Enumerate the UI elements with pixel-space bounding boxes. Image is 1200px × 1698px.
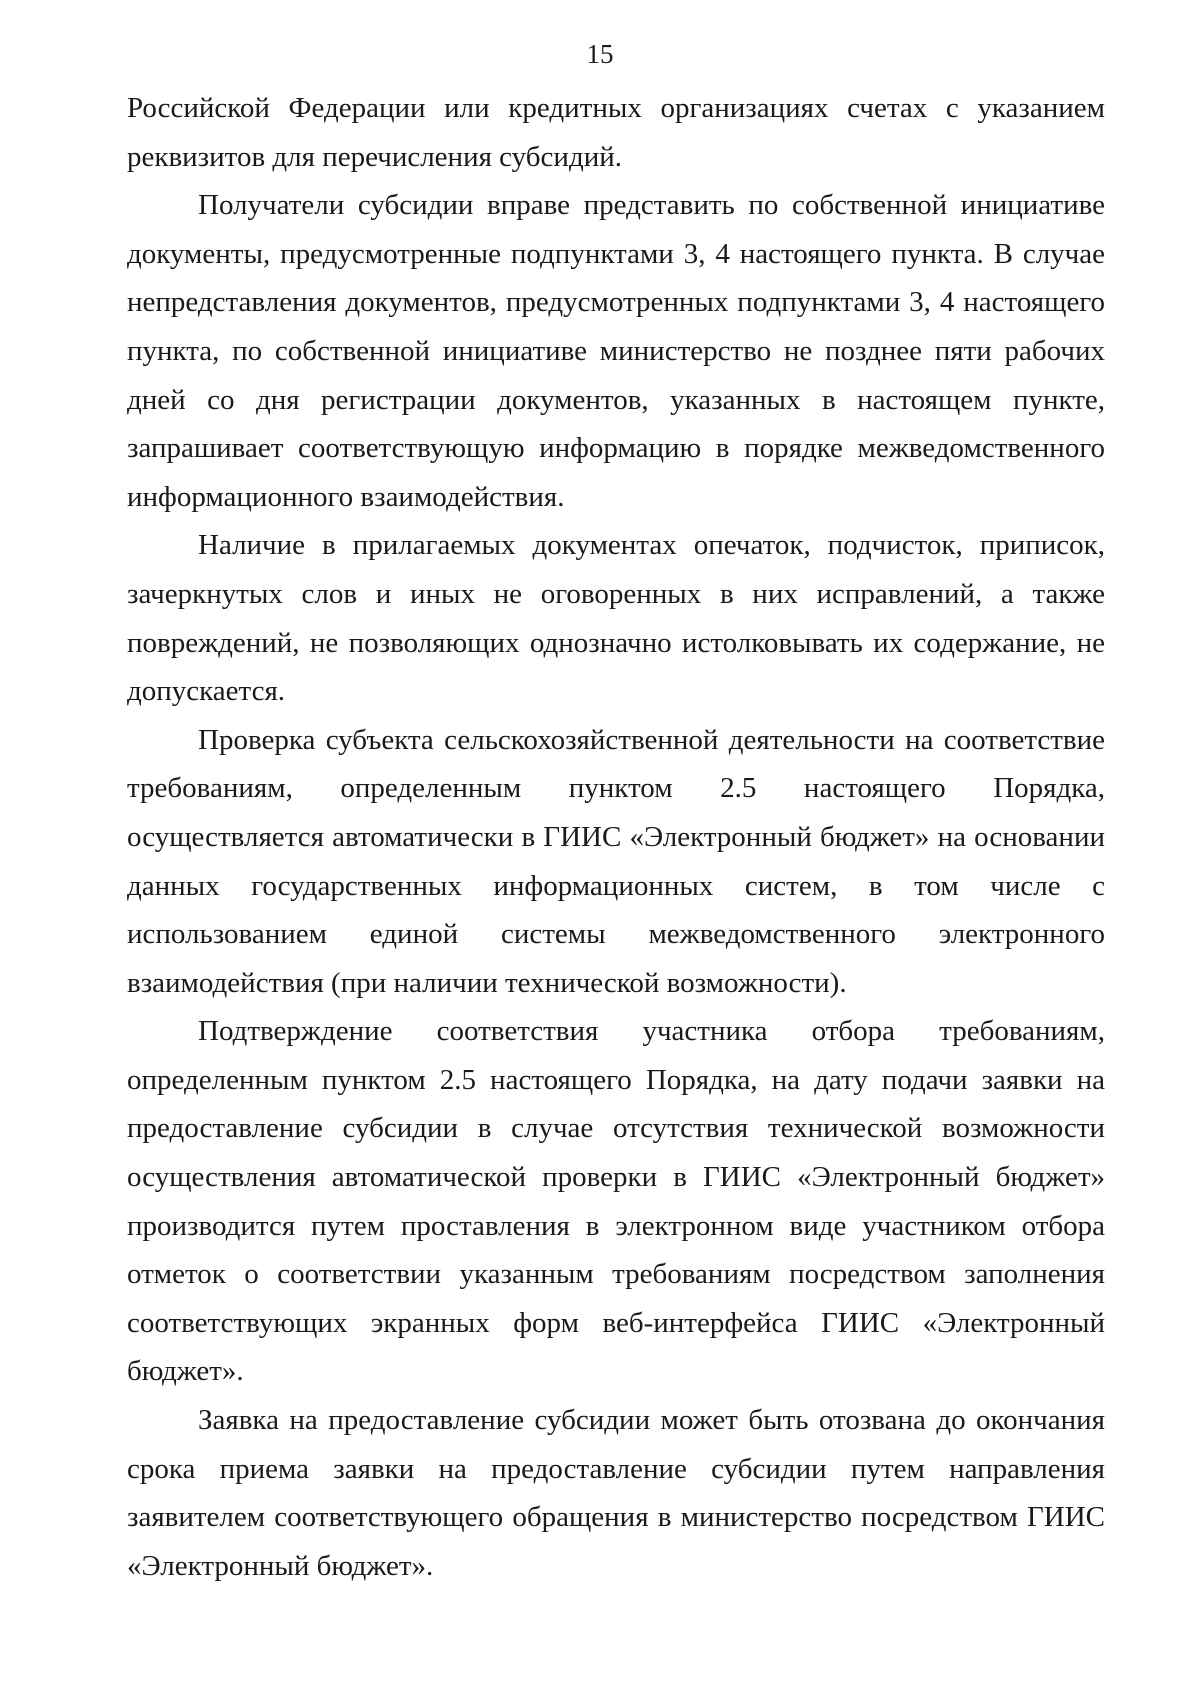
paragraph-application-withdrawal: Заявка на предоставление субсидии может быть отозвана до окончания срока приема заявки на предоставление субсидии путем направления заявителем соответствующего обращения в министерство посредством ГИИС «Электронный бюджет».	[127, 1404, 1105, 1582]
paragraph-compliance-confirmation: Подтверждение соответствия участника отбора требованиям, определенным пунктом 2.5 настоящего Порядка, на дату подачи заявки на предоставление субсидии в случае отсутствия технической возможности осуществления автоматической проверки в ГИИС «Электронный бюджет» производится путем проставления в электронном виде участником отбора отметок о соответствии указанным требованиям посредством заполнения соответствующих экранных форм веб-интерфейса ГИИС «Электронный бюджет».	[127, 1015, 1105, 1388]
paragraph-corrections-not-allowed: Наличие в прилагаемых документах опечаток, подчисток, приписок, зачеркнутых слов и иных не оговоренных в них исправлений, а также повреждений, не позволяющих однозначно истолковывать их содержание, не допускается.	[127, 529, 1105, 708]
paragraph-automatic-check: Проверка субъекта сельскохозяйственной деятельности на соответствие требованиям, определенным пунктом 2.5 настоящего Порядка, осуществляется автоматически в ГИИС «Электронный бюджет» на основании данных государственных информационных систем, в том числе с использованием единой системы межведомственного электронного взаимодействия (при наличии технической возможности).	[127, 723, 1105, 999]
page-number: 15	[586, 39, 614, 69]
document-body	[127, 84, 1105, 1590]
paragraph-own-initiative-documents: Получатели субсидии вправе представить по собственной инициативе документы, предусмотренные подпунктами 3, 4 настоящего пункта. В случае непредставления документов, предусмотренных подпунктами 3, 4 настоящего пункта, по собственной инициативе министерство не позднее пяти рабочих дней со дня регистрации документов, указанных в настоящем пункте, запрашивает соответствующую информацию в порядке межведомственного информационного взаимодействия.	[127, 189, 1105, 513]
paragraph-bank-accounts: Российской Федерации или кредитных организациях счетах с указанием реквизитов для перечисления субсидий.	[127, 92, 1105, 173]
